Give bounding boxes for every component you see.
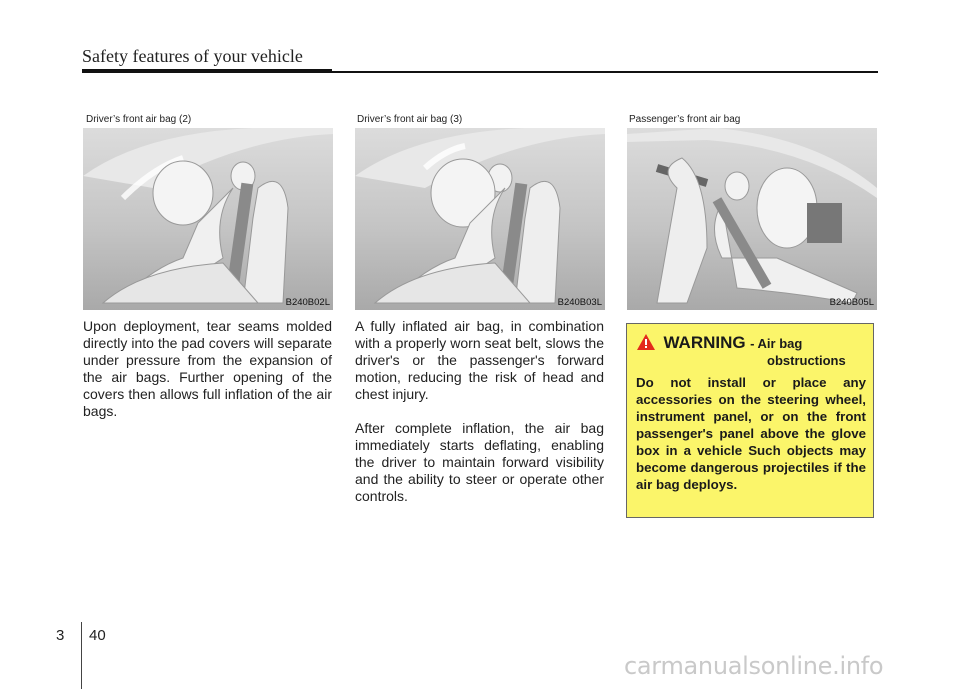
column-2-text — [355, 318, 604, 522]
warning-header — [637, 333, 802, 355]
figure-code-2: B240B03L — [557, 297, 602, 308]
warning-box — [626, 323, 874, 518]
figure-caption-driver-3: Driver’s front air bag (3) — [357, 114, 463, 125]
column-2-paragraph-2: After complete inflation, the air bag immediately starts deflating, enabling the driver to maintain forward visibility and the ability to steer or operate other controls. — [355, 420, 604, 504]
header-rule-thin — [82, 71, 878, 73]
driver-airbag-illustration — [83, 128, 333, 310]
column-1-text — [83, 318, 332, 437]
column-1-paragraph: Upon deployment, tear seams molded directly into the pad covers will separate under pressure from the expansion of the air bags. Further opening of the covers then allows full inflation of the air bags. — [83, 318, 332, 419]
warning-subtitle-2: obstructions — [767, 353, 846, 368]
figure-code-1: B240B02L — [285, 297, 330, 308]
figure-driver-airbag-2 — [83, 128, 333, 310]
passenger-airbag-illustration — [627, 128, 877, 310]
figure-caption-driver-2: Driver’s front air bag (2) — [86, 114, 192, 125]
warning-subtitle-1: - Air bag — [750, 336, 803, 351]
warning-title: WARNING — [663, 333, 746, 352]
page-number-divider — [81, 622, 82, 689]
figure-caption-passenger: Passenger’s front air bag — [629, 114, 741, 125]
figure-passenger-airbag — [627, 128, 877, 310]
footer-watermark[interactable]: carmanualsonline.info — [624, 652, 884, 680]
page-header-title: Safety features of your vehicle — [82, 46, 303, 66]
warning-text: Do not install or place any accessories on the steering wheel, instrument panel, or on the front passenger's panel above the glove box in a vehicle Such objects may become dangerous projectiles if the air bag deploys. — [636, 375, 866, 492]
figure-driver-airbag-3 — [355, 128, 605, 310]
page-section-number: 3 — [56, 627, 65, 644]
figure-code-3: B240B05L — [829, 297, 874, 308]
page-number: 40 — [89, 627, 106, 644]
column-2-paragraph-1: A fully inflated air bag, in combination with a properly worn seat belt, slows the driver's or the passenger's forward motion, reducing the risk of head and chest injury. — [355, 318, 604, 402]
driver-airbag-inflated-illustration — [355, 128, 605, 310]
warning-triangle-icon — [637, 334, 655, 355]
